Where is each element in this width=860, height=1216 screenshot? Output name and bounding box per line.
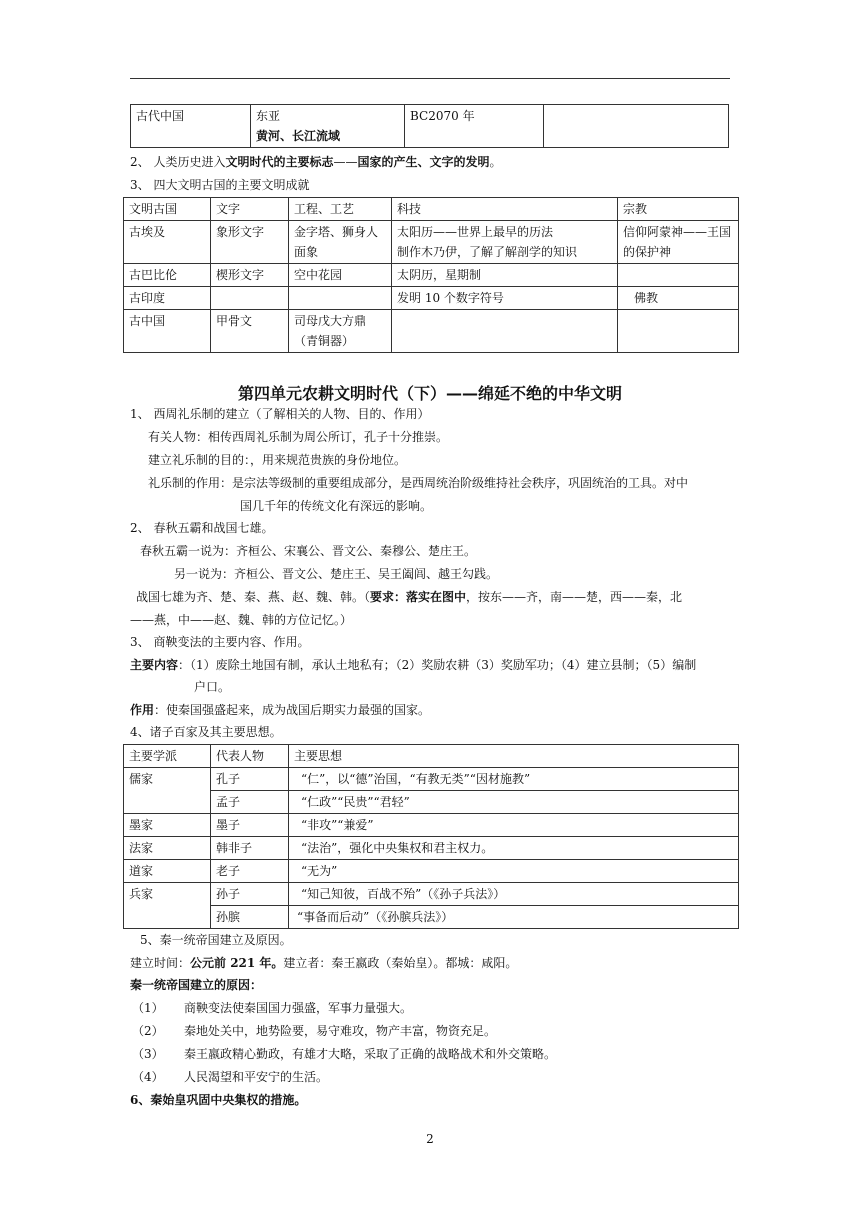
text-line: 4、诸子百家及其主要思想。: [130, 725, 282, 739]
table-cell: 兵家: [124, 883, 211, 929]
list-item: [132, 1067, 328, 1087]
list-text: 人民渴望和平安宁的生活。: [184, 1070, 329, 1084]
cell-location: [251, 105, 405, 148]
table-header-row: [124, 198, 739, 221]
text-span: ，按东——齐，南——楚，西——秦，北: [466, 590, 683, 604]
table-cell: [392, 310, 618, 353]
bold-span: 公元前 221 年。: [190, 956, 284, 970]
table-row: [124, 883, 739, 906]
cell-date: BC2070 年: [405, 105, 544, 148]
table-cell: 空中花园: [289, 264, 392, 287]
schools-table: [123, 744, 739, 929]
table-cell: 甲骨文: [211, 310, 289, 353]
location-rivers: 黄河、长江流域: [256, 129, 341, 143]
dash-span: ——: [333, 155, 358, 169]
table-cell: 韩非子: [211, 837, 289, 860]
text-line: 6、秦始皇巩固中央集权的措施。: [130, 1093, 307, 1107]
text-line: 有关人物：相传西周礼乐制为周公所订，孔子十分推崇。: [148, 430, 449, 444]
table-cell: “非攻”“兼爱”: [289, 814, 739, 837]
text-line: 秦一统帝国建立的原因：: [130, 978, 263, 992]
text-line: 3、 商鞅变法的主要内容、作用。: [130, 635, 310, 649]
header-cell: 文字: [211, 198, 289, 221]
bold-span: 主要内容: [130, 658, 179, 672]
bold-span: 要求：落实在图中: [370, 590, 467, 604]
bold-span: 作用: [130, 703, 155, 717]
list-text: 秦地处关中，地势险要，易守难攻，物产丰富，物资充足。: [184, 1024, 497, 1038]
table-row: [124, 221, 739, 264]
page-number: 2: [426, 1132, 434, 1146]
table-cell: [289, 287, 392, 310]
location-continent: 东亚: [256, 109, 281, 123]
text-span: 建立者：秦王嬴政（秦始皇）。都城：咸阳。: [283, 956, 518, 970]
table-cell: 孟子: [211, 791, 289, 814]
text-line: 礼乐制的作用：是宗法等级制的重要组成部分，是西周统治阶级维持社会秩序，巩固统治的工具。对中: [148, 476, 689, 490]
text-line: 另一说为：齐桓公、晋文公、楚庄王、吴王阖闾、越王勾践。: [174, 567, 499, 581]
table-cell: 金字塔、狮身人面象: [289, 221, 392, 264]
table-cell: 墨家: [124, 814, 211, 837]
section-2-line: [130, 152, 502, 172]
cell-empty: [544, 105, 729, 148]
text-line: 1、 西周礼乐制的建立（了解相关的人物、目的、作用）: [130, 407, 430, 421]
text-line: 户口。: [194, 680, 231, 694]
table-row: [124, 768, 739, 791]
header-cell: 代表人物: [211, 745, 289, 768]
table-row: [124, 860, 739, 883]
table-cell: 孙膑: [211, 906, 289, 929]
cell-region: 古代中国: [131, 105, 251, 148]
header-cell: 宗教: [618, 198, 739, 221]
table-cell: “事备而后动”（《孙膑兵法》）: [289, 906, 739, 929]
table-cell: 古埃及: [124, 221, 211, 264]
text-line: ——燕，中——赵、魏、韩的方位记忆。）: [130, 613, 353, 627]
list-item: [132, 1021, 496, 1041]
list-number: （3）: [132, 1047, 164, 1061]
civilizations-table: [123, 197, 739, 353]
table-cell: [211, 287, 289, 310]
table-cell: 老子: [211, 860, 289, 883]
table-cell: “法治”，强化中央集权和君主权力。: [289, 837, 739, 860]
table-header-row: [124, 745, 739, 768]
table-cell: “仁”，以“德”治国，“有教无类”“因材施教”: [289, 768, 739, 791]
header-cell: 科技: [392, 198, 618, 221]
table-row: [124, 837, 739, 860]
table-cell: 古印度: [124, 287, 211, 310]
table-cell: 佛教: [618, 287, 739, 310]
bold-span: 文明时代的主要标志: [225, 155, 334, 169]
bold-span: 国家的产生、文字的发明: [357, 155, 490, 169]
header-cell: 主要思想: [289, 745, 739, 768]
table-cell: 墨子: [211, 814, 289, 837]
text-line: 建立礼乐制的目的：，用来规范贵族的身份地位。: [148, 453, 407, 467]
text-span: 人类历史进入: [149, 155, 226, 169]
section-3-heading: 3、 四大文明古国的主要文明成就: [130, 178, 310, 192]
ancient-china-row-table: [130, 104, 729, 148]
text-line: [130, 953, 517, 973]
list-number: （2）: [132, 1024, 164, 1038]
table-cell: “无为”: [289, 860, 739, 883]
table-cell: 发明 10 个数字符号: [392, 287, 618, 310]
header-cell: 主要学派: [124, 745, 211, 768]
table-row: [124, 287, 739, 310]
table-cell: 古巴比伦: [124, 264, 211, 287]
list-item: [132, 1044, 556, 1064]
list-number: （1）: [132, 1001, 164, 1015]
list-text: 商鞅变法使秦国国力强盛，军事力量强大。: [184, 1001, 413, 1015]
text-line: 5、秦一统帝国建立及原因。: [140, 933, 292, 947]
table-row: [124, 814, 739, 837]
table-row: [124, 310, 739, 353]
table-cell: 法家: [124, 837, 211, 860]
table-cell: 孔子: [211, 768, 289, 791]
table-cell: 象形文字: [211, 221, 289, 264]
list-item: [132, 998, 412, 1018]
table-row: [124, 264, 739, 287]
text-span: 战国七雄为齐、楚、秦、燕、赵、魏、韩。（: [136, 590, 371, 604]
unit-title: 第四单元农耕文明时代（下）——绵延不绝的中华文明: [237, 384, 622, 403]
table-cell: “知己知彼，百战不殆”（《孙子兵法》）: [289, 883, 739, 906]
text-span: ：（1）废除土地国有制，承认土地私有；（2）奖励农耕（3）奖励军功；（4）建立县制；（5）编制: [178, 658, 697, 672]
table-cell: 司母戊大方鼎（青铜器）: [289, 310, 392, 353]
table-cell: 太阳历——世界上最早的历法 制作木乃伊，了解了解剖学的知识: [392, 221, 618, 264]
header-rule: [130, 78, 730, 79]
text-span: 建立时间：: [130, 956, 191, 970]
text-line: 春秋五霸一说为：齐桓公、宋襄公、晋文公、秦穆公、楚庄王。: [140, 544, 477, 558]
table-cell: 太阴历，星期制: [392, 264, 618, 287]
text-span: 。: [489, 155, 502, 169]
header-cell: 文明古国: [124, 198, 211, 221]
table-cell: 信仰阿蒙神——王国的保护神: [618, 221, 739, 264]
table-cell: 道家: [124, 860, 211, 883]
table-cell: [618, 264, 739, 287]
text-span: ：使秦国强盛起来，成为战国后期实力最强的国家。: [154, 703, 431, 717]
text-line: [136, 587, 682, 607]
header-cell: 工程、工艺: [289, 198, 392, 221]
table-cell: [618, 310, 739, 353]
text-line: [130, 700, 430, 720]
list-text: 秦王嬴政精心勤政，有雄才大略，采取了正确的战略战术和外交策略。: [184, 1047, 557, 1061]
table-cell: 儒家: [124, 768, 211, 814]
table-cell: 楔形文字: [211, 264, 289, 287]
table-row: [124, 906, 739, 929]
list-number: （4）: [132, 1070, 164, 1084]
text-line: [130, 655, 696, 675]
section-number: 2、: [130, 155, 150, 169]
table-cell: 孙子: [211, 883, 289, 906]
text-line: 2、 春秋五霸和战国七雄。: [130, 521, 274, 535]
table-cell: 古中国: [124, 310, 211, 353]
table-cell: “仁政”“民贵”“君轻”: [289, 791, 739, 814]
table-row: [124, 791, 739, 814]
text-line: 国几千年的传统文化有深远的影响。: [240, 499, 433, 513]
